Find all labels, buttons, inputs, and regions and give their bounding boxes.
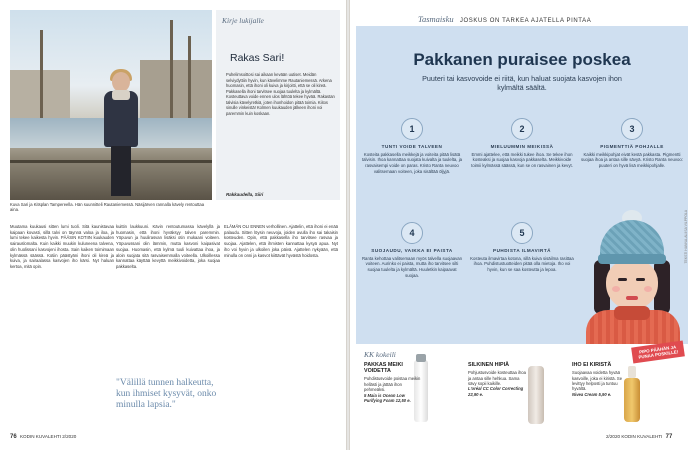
tip-1-text: Kosteita pakkasella meikkejä ja voiteita pitää lisätä talvisin. Ihoa kannattaa suojata kuivalta ja tuulelta, ja rasvaisempi voide on paras. Kristo Ranta neuvoo valitsemaan voiteen, joka sisältää öljyjä. — [361, 151, 463, 174]
product-2-price: L'oréal CC Color Correcting 22,90 e. — [468, 386, 524, 397]
headline: Pakkanen puraisee poskea — [413, 50, 631, 69]
lead-text: Puuteri tai kasvovoide ei riitä, kun haluat suojata kasvojen ihon kylmältä säältä. — [422, 74, 622, 92]
page-gutter — [346, 0, 350, 450]
tip-5-number: 5 — [511, 222, 533, 244]
text-credit: TEKSTI HANNA-ALIISA VILPPOLA — [684, 210, 688, 264]
tip-2 — [470, 118, 574, 169]
product-3-title: IHO EI KIRISTÄ — [572, 362, 612, 368]
letter-signature: Rakkaudella, Siiri — [226, 192, 264, 197]
tip-1 — [360, 118, 464, 175]
product-1-text: Puhdistusvoide poistaa meikin hellästi ja jättää ihon pehmeäksi. — [364, 376, 421, 393]
letter-title: Rakas Sari! — [230, 52, 285, 64]
cc-cream-tube — [528, 366, 544, 424]
body-column-2: kuittin laukkuuni. Kävin rentoutumassa kävelyllä ja huomasin, että ihoni hyväksyy talven paremmin. Yöpuvun ja huulirasvan lisäksi otin mukaani voiteen. Yöpuvussani olin lämmin, mutta kasvoni kaipasivat suojaa. Huomasin, että kylmä tuuli kuivattaa ihoa, ja aloin suojata sitä rasvaisemmalla voiteella. Ulkoillessa kannattaa käyttää kevyttä meikkivoidetta, joka suojaa pakkaselta. — [116, 224, 220, 269]
tip-5-title: PUHDISTA ILMAVIRTÄ — [493, 248, 551, 253]
right-footer-text: 2/2020 KODIN KUVALEHTI — [606, 434, 663, 439]
pull-quote: "Välillä tunnen halkeutta, kun ihmiset kysyvät, onko minulla lapsia." — [116, 378, 217, 410]
tip-3 — [580, 118, 684, 169]
red-badge: PIPO PÄÄHÄN JA PUNAA POSKILLE! — [631, 340, 685, 363]
beanie-woman-illustration — [576, 206, 688, 344]
tip-4-text: Ranta kehottaa valitsemaan myös talvella suojaavan voiteen. Aurinko ei paista, mutta iho tarvitsee silti suojaa tuulelta ja kylmältä. Huuletkin kaipaavat suojaa. — [361, 255, 463, 278]
right-page-number: 77 — [665, 434, 673, 440]
tip-4 — [360, 222, 464, 279]
section-title: JOSKUS ON TARKEA AJATELLA PINTAA — [459, 18, 592, 24]
tip-1-number: 1 — [401, 118, 423, 140]
body-column-1: Muutama kuukausi sitten lumi tuoli. Sitä kaunistavaa kaipaan kovasti, sillä talvi on täynnä valoa ja iloa, ja lumi tekee kaikesta hyvin. PÄÄSIN KOTIIN kuukauden sairauslomalta. Kuin kaikki muukin kuluneena talvena, olin huolissani kasvojeni ihosta. Sain kaiken toimimaan kylmässä säässä. Kotiin päästyäni ihoni oli kireä ja kuiva, ja sairaalassa kasvojen iho kärsi. Nyt haluan kertoa, mitä opin. — [10, 224, 114, 269]
tip-4-number: 4 — [401, 222, 423, 244]
section-header — [418, 14, 591, 24]
tip-3-number: 3 — [621, 118, 643, 140]
tip-2-number: 2 — [511, 118, 533, 140]
tip-2-text: Emmi ajattelee, että meikki tukee ihoa. Se tekee ihon kosteaksi ja suojaa kasvoja pakkaselta. Meikkivoide toimii kylmässä säässä, kun se on rasvainen ja kevyt. — [471, 151, 573, 169]
product-1 — [364, 362, 424, 403]
tip-5-text: Kosteuta ilmavirtaa kotona, sillä kuiva sisäilma rasittaa ihoa. Puhdistustuotteiden pitää olla mietoja. Iho voi hyvin, kun se saa kosteutta ja lepoa. — [470, 255, 574, 273]
product-2-text: Pohjustusvoide kosteuttaa ihoa ja antaa sille hehkua. Sama sävy sopii kaikille. — [468, 370, 526, 387]
tip-3-title: PIGMENTTIÄ POHJALLE — [600, 144, 664, 149]
woman-figure — [102, 72, 140, 200]
letter-tag: Kirje lukijalle — [222, 16, 264, 25]
kk-tag: KK kokeili — [364, 350, 396, 359]
section-tag: Tasmaisku — [418, 14, 454, 24]
product-1-price: 5 Maia is Ocean Low Purifying Foam 12,50 e. — [364, 392, 411, 404]
left-footer-text: KODIN KUVALEHTI 2/2020 — [19, 434, 77, 439]
tip-3-text: Kaikki meikkipohjat eivät kestä pakkasta. Pigmentti suojaa ihoa ja antaa sille sävyä. Kristo Ranta neuvoo: puuteri on hyvä lisä meikkipohjalle. — [581, 151, 683, 169]
product-3 — [572, 362, 626, 397]
tip-1-title: TUNTI VOIDE TALVEEN — [381, 144, 443, 149]
tip-5 — [470, 222, 574, 273]
letter-body: Puhelimsoittosi sai aikaan kevään uutiset. Meidän selviydyttiin hyvin, kun kävelimme Rautaniemessä. Arkena huomasin, että ihoni oli kuiva ja kirjoitti, että se oli kireä. Pakkasella ihoni tarvitsee suojaa tuulelta ja kylmältä. Kosteuttava voide ennen ulos lähtöä tekee hyvää. Rakastan talvisia kävelyretkiä, joten ihonhoidon pitää toimia. Kiitos sinulle vinkeistä! Kolmen kuukauden jälkeen ihoni voi paremmin kuin koskaan. — [226, 72, 335, 116]
serum-dropper — [628, 366, 636, 378]
product-3-text: Suojaavaa voidetta hyvää kasvoille, joka ei kiristä. Se levittyy helposti ja tuntuu hyvältä. — [572, 370, 623, 392]
photo-caption: Kuva Sari ja Kitsplan Tampereella. Hän suunnitteli Rautaniemessä. Näsijärven rannalla kävely rentouttaa aina. — [10, 202, 205, 213]
right-page — [348, 0, 696, 450]
right-footer — [606, 434, 672, 440]
product-2 — [468, 362, 528, 397]
left-footer — [10, 434, 76, 440]
portrait-photo — [10, 10, 212, 200]
tip-2-title: MIELUUMMIN MEIKISSÄ — [490, 144, 554, 149]
article-panel — [356, 26, 688, 344]
product-2-title: SILKINEN HIPIÄ — [468, 362, 510, 368]
serum-bottle — [624, 378, 640, 422]
product-3-price: Nivea Cream 5,90 e. — [572, 391, 612, 397]
foam-pump — [416, 354, 426, 362]
tip-4-title: SUOJAUDU, VAIKKA EI PAISTA — [371, 248, 453, 253]
letter-box — [216, 10, 340, 200]
body-column-3: ELÄMÄN OLI ENNEN verhollinen. Ajattelin, että ihoni ei enää palaudu. Sitten löysin neuvoja, joiden avulla iho sai takaisin kosteuden. Opin, että pakkasella iho tarvitsee rasvaa ja suojaa. Ajattelen, että ihmisten kannattaa kysyä apua. Nyt iho voi hyvin ja ulkoilen joka päivä. Ajattelen nykyään, että minulla on onni ja kasvot kiittävät hyvästä hoidosta. — [224, 224, 338, 258]
left-page-number: 76 — [10, 434, 17, 440]
product-1-title: PAKKAS MEIKI VOIDETTA — [364, 362, 403, 375]
